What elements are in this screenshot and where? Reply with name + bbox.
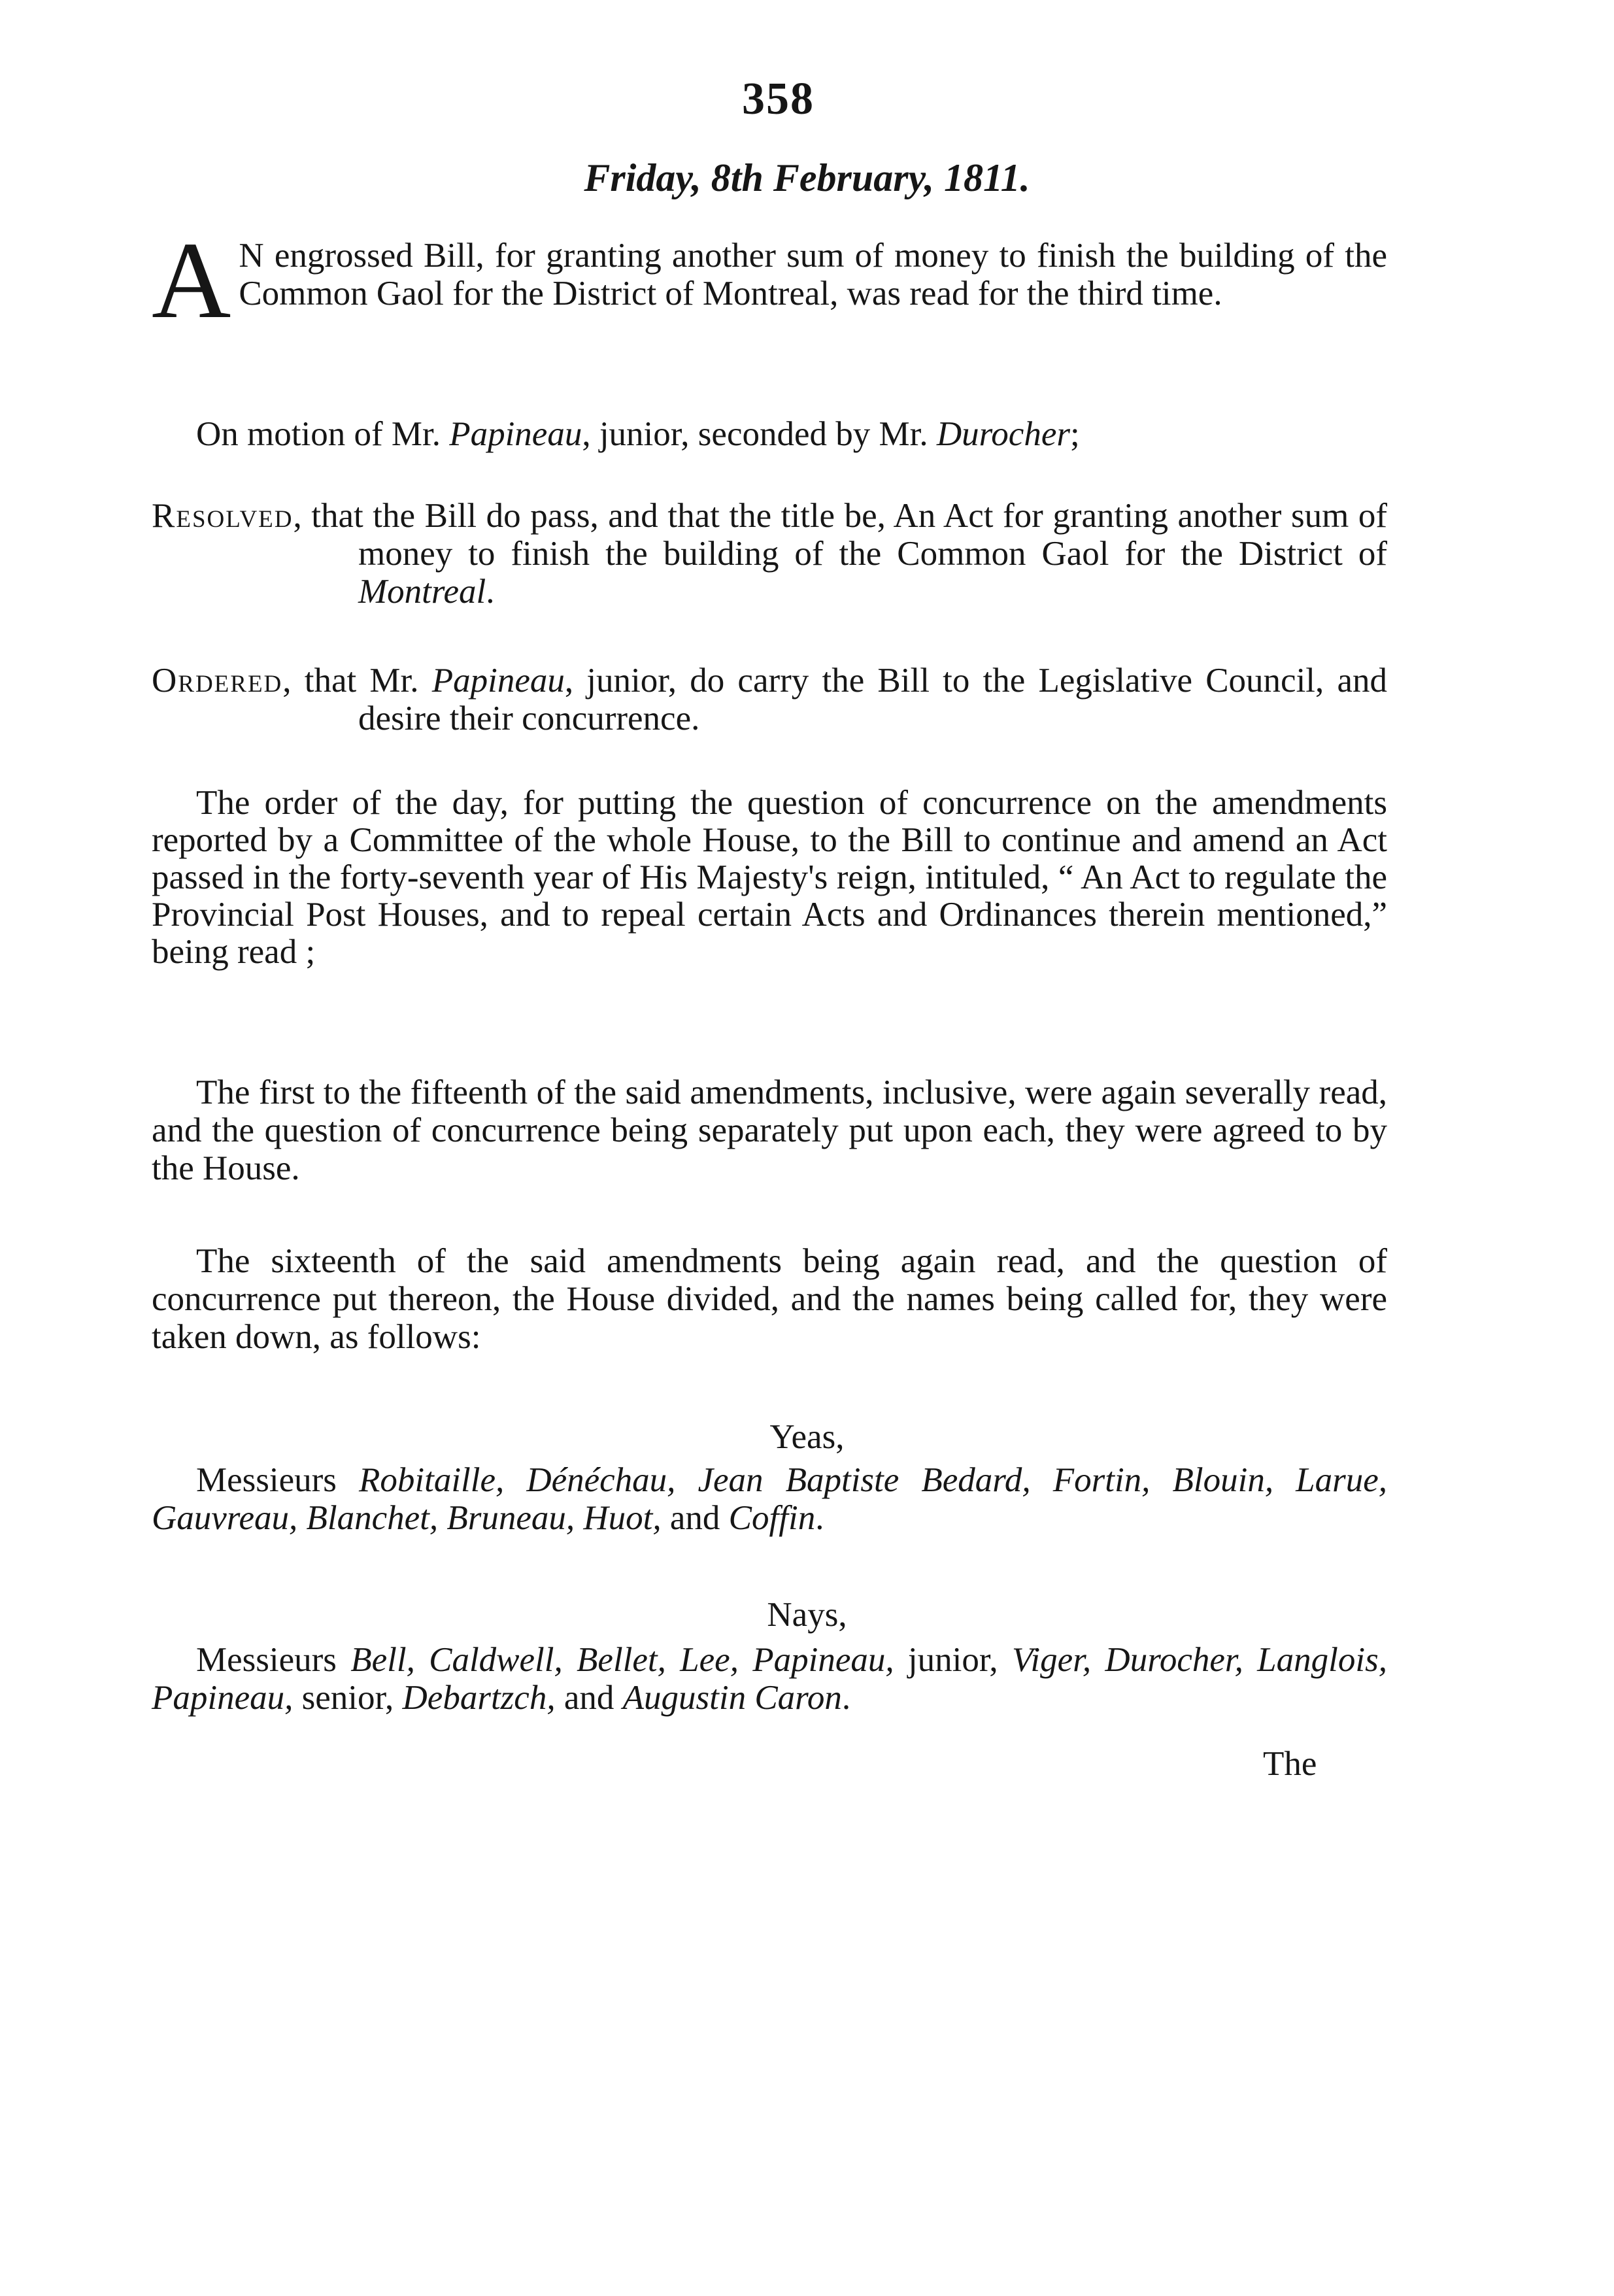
paragraph-engrossed-bill-text: N engrossed Bill, for granting another sum of money to finish the building of the Common Gaol for the District of Montreal, was read for the third time. — [239, 237, 1387, 312]
nays-last-name: Augustin Caron — [622, 1679, 842, 1717]
catchword: The — [1263, 1745, 1317, 1783]
resolved-text: , that the Bill do pass, and that the title be, An Act for granting another sum of money to finish the building of the Common Gaol for the District of — [293, 497, 1387, 573]
motion-prefix: On motion of Mr. — [196, 415, 450, 453]
nays-names-2: Viger, Durocher, Langlois, Papineau, — [152, 1641, 1387, 1717]
date-heading: Friday, 8th February, 1811. — [584, 156, 1030, 199]
motion-middle: , junior, seconded by Mr. — [582, 415, 937, 453]
nays-and: and — [555, 1679, 623, 1717]
yeas-list — [152, 1461, 1387, 1537]
yeas-last-name: Coffin — [728, 1499, 816, 1537]
nays-end: . — [841, 1679, 851, 1717]
motion-suffix: ; — [1069, 415, 1080, 453]
paragraph-first-to-fifteenth: The first to the fifteenth of the said amendments, inclusive, were again severally read, and the question of concurrence being separately put upon each, they were agreed to by the House. — [152, 1073, 1387, 1187]
ordered-text: , junior, do carry the Bill to the Legislative Council, and desire their concurrence. — [358, 662, 1387, 737]
nays-names-3: Debartzch, — [402, 1679, 556, 1717]
nays-heading: Nays, — [767, 1596, 847, 1634]
yeas-heading: Yeas, — [769, 1418, 845, 1456]
drop-cap: A — [152, 220, 231, 341]
paragraph-sixteenth: The sixteenth of the said amendments being again read, and the question of concurrence put thereon, the House divided, and the names being called for, they were taken down, as follows: — [152, 1242, 1387, 1356]
yeas-names: Robitaille, Dénéchau, Jean Baptiste Bedard, Fortin, Blouin, Larue, Gauvreau, Blanchet, Bruneau, Huot, — [152, 1461, 1387, 1537]
page-number: 358 — [742, 74, 815, 124]
yeas-and: and — [661, 1499, 729, 1537]
ordered-label: Ordered — [152, 662, 283, 700]
nays-junior: junior, — [894, 1641, 1012, 1679]
yeas-intro: Messieurs — [196, 1461, 359, 1499]
nays-intro: Messieurs — [196, 1641, 351, 1679]
paragraph-engrossed-bill — [152, 220, 1387, 341]
ordered-name: Papineau — [431, 662, 565, 700]
nays-names-1: Bell, Caldwell, Bellet, Lee, Papineau, — [350, 1641, 894, 1679]
motion-seconder: Durocher — [936, 415, 1070, 453]
motion-line — [152, 415, 1387, 453]
ordered-prefix: , that Mr. — [282, 662, 432, 700]
resolved-paragraph — [152, 497, 1387, 611]
resolved-label: Resolved — [152, 497, 294, 535]
paragraph-order-of-day: The order of the day, for putting the question of concurrence on the amendments reported by a Committee of the whole House, to the Bill to continue and amend an Act passed in the forty-seventh year of His Majesty's reign, intituled, “ An Act to regulate the Provincial Post Houses, and to repeal certain Acts and Ordinances therein mentioned,” being read ; — [152, 784, 1387, 971]
yeas-end: . — [815, 1499, 824, 1537]
ordered-paragraph — [152, 662, 1387, 737]
motion-mover: Papineau — [449, 415, 582, 453]
resolved-end: . — [486, 573, 495, 611]
nays-list — [152, 1641, 1387, 1717]
resolved-place: Montreal — [358, 573, 486, 611]
nays-senior: senior, — [293, 1679, 403, 1717]
